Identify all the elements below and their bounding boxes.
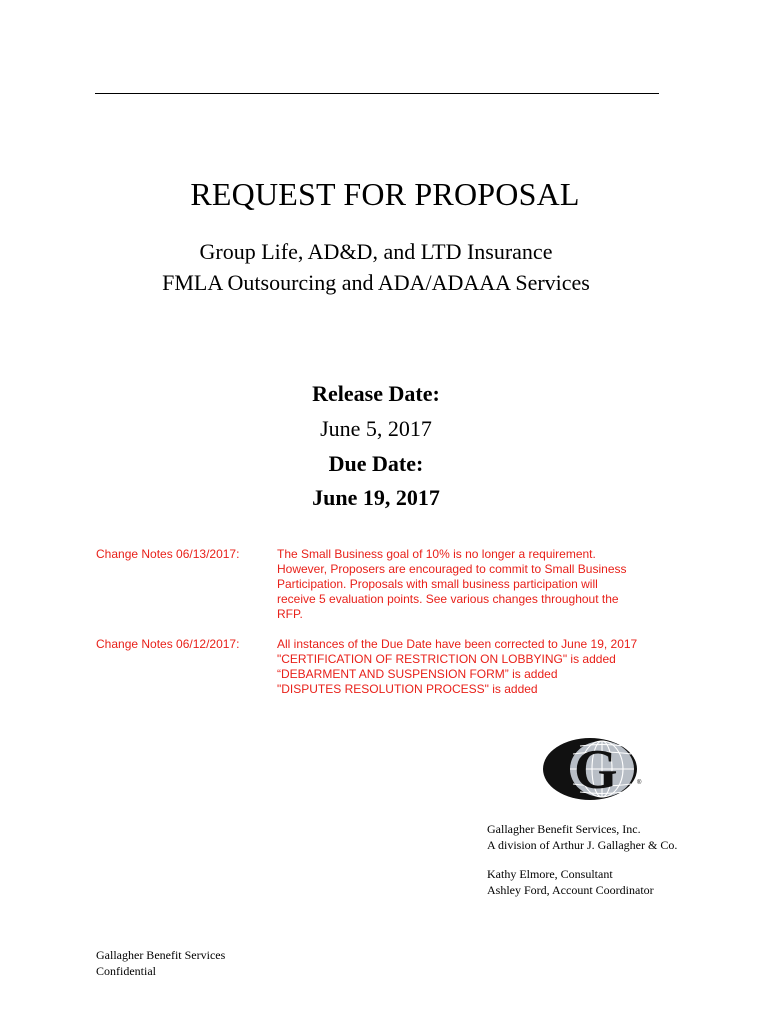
consultant-name: Kathy Elmore, Consultant [487,867,613,881]
registered-mark: ® [637,780,642,786]
footer-confidential: Confidential [96,963,156,978]
gallagher-globe-logo-icon [540,736,646,804]
release-date-label: Release Date: [312,381,440,406]
company-name: Gallagher Benefit Services, Inc. [487,822,641,836]
coordinator-name: Ashley Ford, Account Coordinator [487,882,654,897]
change-note-line: "CERTIFICATION OF RESTRICTION ON LOBBYING" is added [277,652,616,666]
page-title: REQUEST FOR PROPOSAL [190,176,580,212]
footer-company: Gallagher Benefit Services [96,948,226,962]
subtitle-services: FMLA Outsourcing and ADA/ADAAA Services [162,270,590,295]
change-note-line: The Small Business goal of 10% is no longer a requirement. [277,547,596,561]
change-note-body [277,637,657,697]
top-divider [95,93,659,94]
release-date-value: June 5, 2017 [320,416,432,441]
change-note-line: “DEBARMENT AND SUSPENSION FORM” is added [277,667,558,681]
change-note-line: However, Proposers are encouraged to commit to Small Business [277,562,627,576]
company-block [487,822,677,853]
due-date-value: June 19, 2017 [312,485,440,510]
due-date-label: Due Date: [328,451,424,476]
logo-letter: G [574,739,618,801]
change-note-body [277,547,657,622]
change-note-line: "DISPUTES RESOLUTION PROCESS" is added [277,682,538,696]
footer [96,948,225,979]
company-division: A division of Arthur J. Gallagher & Co. [487,837,678,852]
change-note-line: All instances of the Due Date have been corrected to June 19, 2017 [277,637,638,651]
change-note-label: Change Notes 06/13/2017: [96,547,240,561]
contacts-block [487,867,654,898]
change-note-line: Participation. Proposals with small business participation will [277,577,598,591]
change-note-label: Change Notes 06/12/2017: [96,637,240,651]
change-note-line: receive 5 evaluation points. See various changes throughout the [277,592,619,606]
subtitle-insurance: Group Life, AD&D, and LTD Insurance [199,239,553,264]
change-note-line: RFP. [277,607,303,621]
